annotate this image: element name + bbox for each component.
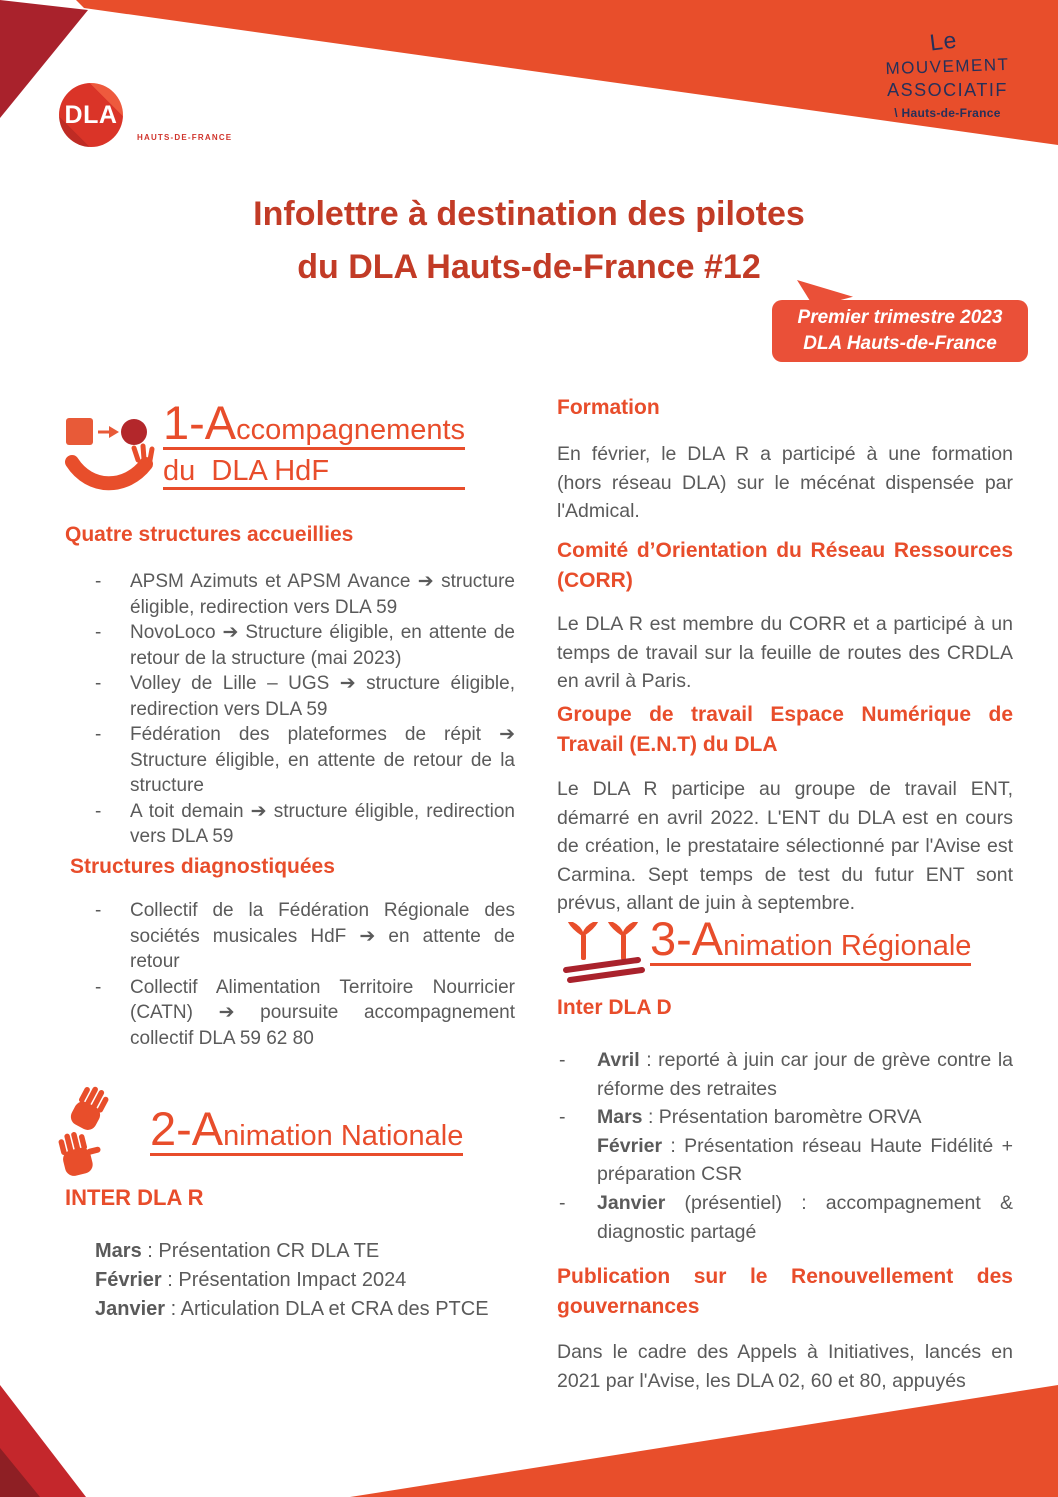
list-item: - Collectif de la Fédération Régionale des sociétés musicales HdF ➔ en attente de retour (95, 900, 515, 972)
badge-line2: DLA Hauts-de-France (803, 333, 997, 354)
bottom-right-orange-wedge (350, 1385, 1058, 1497)
month-line: Mars : Présentation CR DLA TE (95, 1240, 380, 1262)
section3-heading-line1: 3-Animation Régionale (650, 912, 972, 965)
subheading-inter-dla-r: INTER DLA R (65, 1185, 204, 1210)
month-line: Février : Présentation Impact 2024 (95, 1269, 407, 1291)
section1-number: 1- (163, 396, 205, 449)
subheading-structures-diagnostiquees: Structures diagnostiquées (70, 855, 335, 878)
section3-icon (560, 922, 646, 993)
section1-heading-line1: 1-Accompagnements (163, 396, 466, 449)
mouvement-logo-line2: MOUVEMENT (885, 54, 1010, 79)
page-title-line2: du DLA Hauts-de-France #12 (297, 248, 761, 286)
month-line: Janvier : Articulation DLA et CRA des PTCE (95, 1298, 489, 1320)
inter-dla-r-lines (95, 1237, 515, 1324)
list-item: - Collectif Alimentation Territoire Nourricier (CATN) ➔ poursuite accompagnement collectif DLA 59 62 80 (95, 976, 515, 1049)
dla-logo (59, 83, 123, 147)
list-item: - Janvier (présentiel) : accompagnement & diagnostic partagé (559, 1191, 1013, 1243)
list-item: Février : Présentation réseau Haute Fidélité + préparation CSR (597, 1134, 1013, 1186)
section2-icon (56, 1080, 156, 1190)
mouvement-logo-line1: Le (928, 26, 959, 56)
section1-icon (64, 402, 156, 507)
structures-diagnostiquees-list (95, 898, 515, 1051)
list-item: - Fédération des plateformes de répit ➔ Structure éligible, en attente de retour de la structure (95, 724, 515, 796)
paragraph-ent: Le DLA R participe au groupe de travail ENT, démarré en avril 2022. L'ENT du DLA est en cours de création, le prestataire sélectionné par l'Avise est Carmina. Sept temps de test du futur ENT sont prévus, allant de juin à septembre. (557, 778, 1013, 914)
subheading-inter-dla-d: Inter DLA D (557, 996, 672, 1019)
badge-line1: Premier trimestre 2023 (797, 307, 1003, 328)
heading-formation: Formation (557, 396, 660, 419)
trimester-badge (772, 300, 1028, 362)
list-item: - NovoLoco ➔ Structure éligible, en attente de retour de la structure (mai 2023) (95, 622, 515, 669)
paragraph-corr: Le DLA R est membre du CORR et a participé à un temps de travail sur la feuille de routes des CRDLA en avril à Paris. (557, 613, 1013, 692)
heading-publication: Publication sur le Renouvellement des gouvernances (557, 1265, 1013, 1318)
section2-heading-line1: 2-Animation Nationale (150, 1102, 464, 1155)
dla-logo-text: DLA (64, 100, 118, 129)
heading-ent: Groupe de travail Espace Numérique de Travail (E.N.T) du DLA (557, 703, 1013, 756)
section1-heading (163, 396, 466, 490)
list-item: - Mars : Présentation baromètre ORVA (559, 1106, 922, 1129)
section3-heading (650, 912, 972, 966)
subheading-quatre-structures: Quatre structures accueillies (65, 523, 354, 546)
mouvement-associatif-logo (865, 26, 1030, 120)
section2-heading (150, 1102, 464, 1156)
list-item: - A toit demain ➔ structure éligible, redirection vers DLA 59 (95, 800, 515, 847)
paragraph-publication: Dans le cadre des Appels à Initiatives, lancés en 2021 par l'Avise, les DLA 02, 60 et 80, appuyés (557, 1341, 1013, 1392)
page-title (0, 188, 1058, 294)
section2-number: 2- (150, 1102, 192, 1155)
list-item: - Avril : reporté à juin car jour de grève contre la réforme des retraites (559, 1049, 1013, 1100)
page-title-line1: Infolettre à destination des pilotes (253, 195, 805, 233)
mouvement-logo-line3: ASSOCIATIF (887, 80, 1008, 100)
mouvement-logo-region: \ Hauts-de-France (894, 106, 1001, 120)
list-item: - Volley de Lille – UGS ➔ structure éligible, redirection vers DLA 59 (95, 673, 515, 720)
section3-number: 3- (650, 912, 692, 965)
section1-heading-line2: du DLA HdF (163, 457, 465, 490)
paragraph-formation: En février, le DLA R a participé à une formation (hors réseau DLA) sur le mécénat dispensée par l'Admical. (557, 443, 1013, 522)
dla-region-label: HAUTS-DE-FRANCE (137, 133, 233, 142)
structures-accueillies-list (95, 569, 515, 850)
inter-dla-d-list (559, 1046, 1013, 1246)
heading-corr: Comité d’Orientation du Réseau Ressources (CORR) (557, 539, 1013, 592)
list-item: - APSM Azimuts et APSM Avance ➔ structure éligible, redirection vers DLA 59 (95, 571, 515, 618)
